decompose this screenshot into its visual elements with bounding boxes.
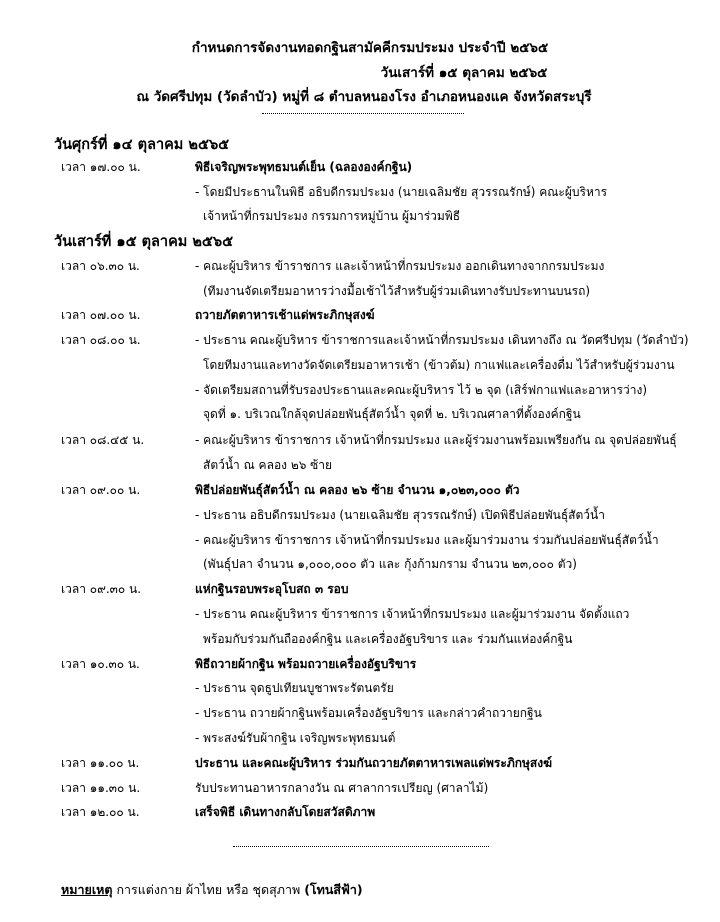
event-detail: - ประธาน คณะผู้บริหาร ข้าราชการและเจ้าหน้าที่กรมประมง เดินทางถึง ณ วัดศรีปทุม (วัดลำบัว) bbox=[195, 333, 689, 347]
time-label: เวลา ๑๑.๓๐ น. bbox=[61, 781, 141, 795]
event-detail: จุดที่ ๑. บริเวณใกล้จุดปล่อยพันธุ์สัตว์น้ำ จุดที่ ๒. บริเวณศาลาที่ตั้งองค์กฐิน bbox=[203, 407, 581, 421]
document-title: กำหนดการจัดงานทอดกฐินสามัคคีกรมประมง ประจำปี ๒๕๖๕ bbox=[191, 40, 549, 56]
time-label: เวลา ๑๗.๐๐ น. bbox=[61, 160, 141, 174]
day1-heading: วันศุกร์ที่ ๑๔ ตุลาคม ๒๕๖๕ bbox=[54, 137, 230, 153]
time-label: เวลา ๑๐.๓๐ น. bbox=[61, 657, 140, 671]
event-title: พิธีเจริญพระพุทธมนต์เย็น (ฉลององค์กฐิน) bbox=[195, 160, 413, 174]
event-detail: เจ้าหน้าที่กรมประมง กรรมการหมู่บ้าน ผู้มาร่วมพิธี bbox=[203, 209, 461, 223]
time-label: เวลา ๐๘.๔๕ น. bbox=[61, 433, 145, 447]
event-detail: - จัดเตรียมสถานที่รับรองประธานและคณะผู้บริหาร ไว้ ๒ จุด (เสิร์ฟกาแฟและอาหารว่าง) bbox=[195, 383, 648, 397]
time-label: เวลา ๐๘.๐๐ น. bbox=[61, 333, 141, 347]
event-detail: - ประธาน จุดธูปเทียนบูชาพระรัตนตรัย bbox=[195, 681, 394, 695]
event-detail: - โดยมีประธานในพิธี อธิบดีกรมประมง (นายเฉลิมชัย สุวรรณรักษ์) คณะผู้บริหาร bbox=[195, 185, 608, 199]
event-detail: พร้อมกับร่วมกันถือองค์กฐิน และเครื่องอัฐบริขาร และ ร่วมกันแห่องค์กฐิน bbox=[203, 632, 573, 646]
event-detail: - ประธาน ถวายผ้ากฐินพร้อมเครื่องอัฐบริขาร และกล่าวคำถวายกฐิน bbox=[195, 706, 542, 720]
event-detail: - พระสงฆ์รับผ้ากฐิน เจริญพระพุทธมนต์ bbox=[195, 731, 396, 745]
day2-heading: วันเสาร์ที่ ๑๕ ตุลาคม ๒๕๖๕ bbox=[54, 234, 234, 250]
end-divider bbox=[233, 846, 489, 847]
time-label: เวลา ๐๙.๐๐ น. bbox=[61, 483, 141, 497]
event-detail: สัตว์น้ำ ณ คลอง ๒๖ ซ้าย bbox=[203, 458, 333, 472]
event-detail: - คณะผู้บริหาร ข้าราชการ เจ้าหน้าที่กรมประมง และผู้ร่วมงานพร้อมเพรียงกัน ณ จุดปล่อยพันธุ์ bbox=[195, 433, 677, 447]
time-label: เวลา ๐๙.๓๐ น. bbox=[61, 582, 142, 596]
event-title: พิธีถวายผ้ากฐิน พร้อมถวายเครื่องอัฐบริขาร bbox=[195, 657, 417, 671]
event-title: ประธาน และคณะผู้บริหาร ร่วมกันถวายภัตตาหารเพลแด่พระภิกษุสงฆ์ bbox=[195, 756, 552, 770]
event-title: พิธีปล่อยพันธุ์สัตว์น้ำ ณ คลอง ๒๖ ซ้าย จำนวน ๑,๐๒๓,๐๐๐ ตัว bbox=[195, 483, 520, 497]
event-detail: โดยทีมงานและทางวัดจัดเตรียมอาหารเช้า (ข้าวต้ม) กาแฟและเครื่องดื่ม ไว้สำหรับผู้ร่วมงาน bbox=[203, 358, 675, 372]
event-detail: - ประธาน คณะผู้บริหาร ข้าราชการ เจ้าหน้าที่กรมประมง และผู้มาร่วมงาน จัดตั้งแถว bbox=[195, 607, 630, 621]
footnote-text: การแต่งกาย ผ้าไทย หรือ ชุดสุภาพ bbox=[116, 882, 301, 897]
event-detail: (พันธุ์ปลา จำนวน ๑,๐๐๐,๐๐๐ ตัว และ กุ้งก้ามกราม จำนวน ๒๓,๐๐๐ ตัว) bbox=[203, 557, 577, 571]
event-detail: (ทีมงานจัดเตรียมอาหารว่างมื้อเช้าไว้สำหรับผู้ร่วมเดินทางรับประทานบนรถ) bbox=[203, 284, 591, 298]
event-detail: - คณะผู้บริหาร ข้าราชการ เจ้าหน้าที่กรมประมง และผู้มาร่วมงาน ร่วมกันปล่อยพันธุ์สัตว์น้ำ bbox=[195, 533, 659, 547]
footnote-label: หมายเหตุ bbox=[61, 882, 113, 897]
event-title: เสร็จพิธี เดินทางกลับโดยสวัสดิภาพ bbox=[195, 805, 376, 819]
event-title: แห่กฐินรอบพระอุโบสถ ๓ รอบ bbox=[195, 582, 349, 596]
document-date: วันเสาร์ที่ ๑๕ ตุลาคม ๒๕๖๕ bbox=[380, 65, 548, 81]
time-label: เวลา ๐๖.๓๐ น. bbox=[61, 259, 140, 273]
event-detail: - ประธาน อธิบดีกรมประมง (นายเฉลิมชัย สุวรรณรักษ์) เปิดพิธีปล่อยพันธุ์สัตว์น้ำ bbox=[195, 508, 605, 522]
document-location: ณ วัดศรีปทุม (วัดลำบัว) หมู่ที่ ๘ ตำบลหนองโรง อำเภอหนองแค จังหวัดสระบุรี bbox=[136, 89, 592, 105]
event-detail: รับประทานอาหารกลางวัน ณ ศาลาการเปรียญ (ศาลาไม้) bbox=[195, 781, 489, 795]
footnote bbox=[61, 880, 363, 900]
time-label: เวลา ๑๒.๐๐ น. bbox=[61, 805, 140, 819]
event-detail: - คณะผู้บริหาร ข้าราชการ และเจ้าหน้าที่กรมประมง ออกเดินทางจากกรมประมง bbox=[195, 259, 605, 273]
event-title: ถวายภัตตาหารเช้าแด่พระภิกษุสงฆ์ bbox=[195, 308, 375, 322]
time-label: เวลา ๑๑.๐๐ น. bbox=[61, 756, 140, 770]
footnote-emphasis: (โทนสีฟ้า) bbox=[304, 882, 363, 897]
time-label: เวลา ๐๗.๐๐ น. bbox=[61, 308, 141, 322]
header-divider bbox=[262, 113, 464, 114]
